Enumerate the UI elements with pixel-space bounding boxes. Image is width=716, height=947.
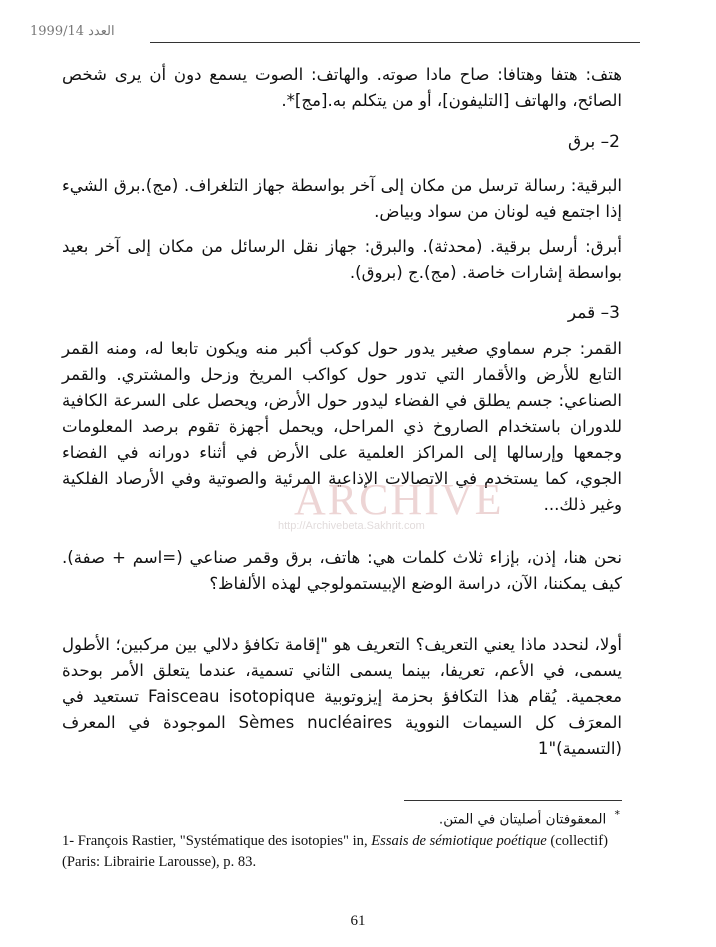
paragraph-definition xyxy=(62,632,622,762)
paragraph-qamar-text: القمر: جرم سماوي صغير يدور حول كوكب أكبر منه ويكون تابعا له، ومنه القمر التابع للأرض والأقمار التي تدور حول كواكب المريخ وزحل والمشتري. والقمر الصناعي: جسم يطلق في الفضاء ليدور حول الأرض، ويحصل على السرعة الكافية للدوران باستخدام الصاروخ ذي المراحل، ويحمل أجهزة تقوم برصد المعلومات وجمعها وإرسالها إلى المراكز العلمية على الأرض في أثناء دورانه في الفضاء الجوي، كما يستخدم في الاتصالات الإذاعية المرئية والصوتية وفي الأرصاد الفلكية وغير ذلك... xyxy=(62,339,622,514)
paragraph-hatf xyxy=(62,62,622,114)
watermark-url: http://Archivebeta.Sakhrit.com xyxy=(278,520,425,532)
paragraph-barqiya-text: البرقية: رسالة ترسل من مكان إلى آخر بواسطة جهاز التلغراف. (مج).برق الشيء إذا اجتمع فيه لونان من سواد وبياض. xyxy=(62,176,622,221)
header-label: 1999/14 العدد xyxy=(30,24,115,39)
footnote-latin-suffix: (collectif) (Paris: Librairie Larousse), p. 83. xyxy=(62,833,608,870)
footnote-arabic xyxy=(439,808,620,828)
paragraph-abraq-text: أبرق: أرسل برقية. (محدثة). والبرق: جهاز نقل الرسائل من مكان إلى آخر بعيد بواسطة إشارات خاصة. (مج).ج (بروق). xyxy=(62,237,622,282)
footnote-marker: * xyxy=(614,808,620,821)
footnote-latin-prefix: 1- François Rastier, "Systématique des isotopies" in, xyxy=(62,833,372,849)
footnote-rule xyxy=(404,800,622,801)
heading-barq: 2– برق xyxy=(567,132,620,152)
footnote-arabic-text: المعقوفتان أصليتان في المتن. xyxy=(438,811,607,828)
paragraph-abraq xyxy=(62,234,622,286)
paragraph-barqiya xyxy=(62,173,622,225)
running-header xyxy=(30,22,640,44)
page-number: 61 xyxy=(350,913,366,929)
header-rule xyxy=(150,42,640,43)
watermark-text: ARCHIVE xyxy=(294,475,504,524)
paragraph-qamar xyxy=(62,336,622,518)
paragraph-hatf-text: هتف: هتفا وهتافا: صاح مادا صوته. والهاتف: الصوت يسمع دون أن يرى شخص الصائح، والهاتف [التليفون]، أو من يتكلم به.[مج]*. xyxy=(62,65,622,110)
paragraph-nahnu-text: نحن هنا، إذن، بإزاء ثلاث كلمات هي: هاتف، برق وقمر صناعي (=اسم + صفة). كيف يمكننا، الآن، دراسة الوضع الإبيستمولوجي لهذه الألفاظ؟ xyxy=(62,548,622,593)
footnote-latin xyxy=(62,831,637,873)
footnote-latin-title: Essais de sémiotique poétique xyxy=(371,833,547,849)
paragraph-nahnu xyxy=(62,545,622,597)
heading-qamar: 3– قمر xyxy=(567,303,620,323)
paragraph-definition-text: أولا، لنحدد ماذا يعني التعريف؟ التعريف هو "إقامة تكافؤ دلالي بين مركبين؛ الأطول يسمى، في الأعم، تعريفا، بينما يسمى الثاني تسمية، عندما يتعلق الأمر بوحدة معجمية. يُقام هذا التكافؤ بحزمة إيزوتوبية Faisceau isotopique تستعيد في المعرَف كل السيمات النووية Sèmes nucléaires الموجودة في المعرف (التسمية)"1 xyxy=(62,635,622,758)
